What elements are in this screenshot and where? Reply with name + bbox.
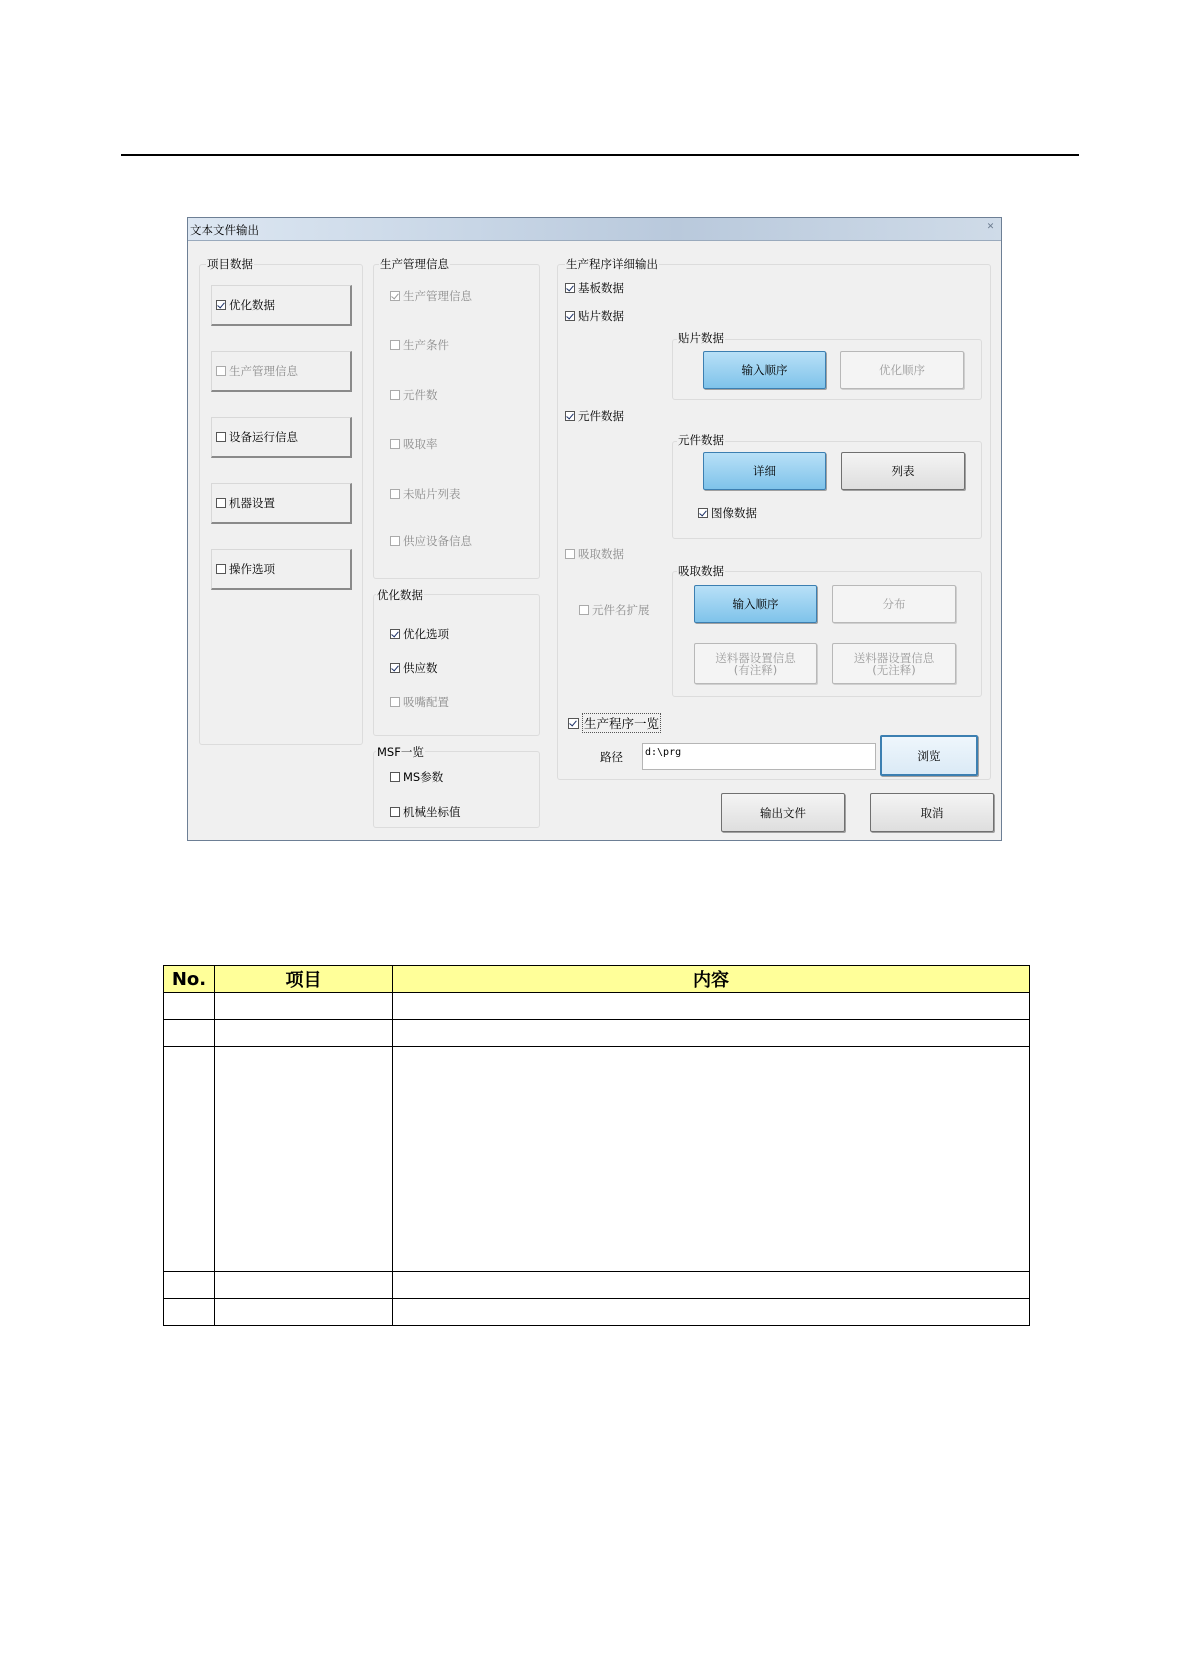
ms-params-checkbox[interactable]: MS参数 bbox=[390, 769, 443, 785]
comp-data-subgroup-label: 元件数据 bbox=[678, 433, 724, 447]
mount-input-order-button[interactable]: 输入顺序 bbox=[703, 351, 826, 389]
comp-name-ext-checkbox: 元件名扩展 bbox=[579, 602, 650, 618]
project-item-equipment-info[interactable]: 设备运行信息 bbox=[211, 417, 352, 458]
optim-data-group-label: 优化数据 bbox=[377, 588, 423, 602]
path-input[interactable]: d:\prg bbox=[642, 743, 876, 770]
comp-list-button[interactable]: 列表 bbox=[841, 452, 965, 490]
dialog-title: 文本文件输出 bbox=[190, 223, 259, 237]
checkbox-icon[interactable] bbox=[216, 300, 226, 310]
project-item-prod-mgmt: 生产管理信息 bbox=[211, 351, 352, 392]
dialog-titlebar[interactable] bbox=[188, 218, 1001, 241]
project-item-optim-data[interactable]: 优化数据 bbox=[211, 285, 352, 326]
feeder-info-with-notes-button: 送料器设置信息 (有注释) bbox=[694, 643, 817, 684]
optim-options-checkbox[interactable]: 优化选项 bbox=[390, 626, 449, 642]
table-row bbox=[164, 1299, 1030, 1326]
prod-conditions-checkbox: 生产条件 bbox=[390, 337, 449, 353]
image-data-checkbox[interactable]: 图像数据 bbox=[698, 505, 757, 521]
pick-input-order-button[interactable]: 输入顺序 bbox=[694, 585, 817, 623]
browse-button[interactable]: 浏览 bbox=[880, 735, 978, 776]
page-header-rule bbox=[121, 154, 1079, 156]
col-header-no: No. bbox=[164, 966, 215, 993]
checkbox-icon bbox=[216, 366, 226, 376]
supply-device-info-checkbox: 供应设备信息 bbox=[390, 533, 472, 549]
comp-data-checkbox[interactable]: 元件数据 bbox=[565, 408, 624, 424]
checkbox-icon[interactable] bbox=[216, 432, 226, 442]
text-file-output-dialog bbox=[187, 217, 1002, 841]
prod-mgmt-group-label: 生产管理信息 bbox=[380, 257, 449, 271]
pick-data-checkbox: 吸取数据 bbox=[565, 546, 624, 562]
prog-list-checkbox[interactable]: 生产程序一览 bbox=[568, 713, 661, 733]
supply-count-checkbox[interactable]: 供应数 bbox=[390, 660, 438, 676]
spec-table bbox=[163, 965, 1030, 1326]
col-header-item: 项目 bbox=[215, 966, 393, 993]
path-label: 路径 bbox=[600, 750, 623, 764]
project-item-machine-settings[interactable]: 机器设置 bbox=[211, 483, 352, 524]
table-row bbox=[164, 1272, 1030, 1299]
project-item-operation-options[interactable]: 操作选项 bbox=[211, 549, 352, 590]
mount-optim-order-button: 优化顺序 bbox=[840, 351, 964, 389]
project-data-group-label: 项目数据 bbox=[207, 257, 253, 271]
table-row bbox=[164, 1047, 1030, 1272]
nozzle-config-checkbox: 吸嘴配置 bbox=[390, 694, 449, 710]
detail-output-group-label: 生产程序详细输出 bbox=[566, 257, 658, 271]
pick-distribution-button: 分布 bbox=[832, 585, 956, 623]
pick-data-subgroup-label: 吸取数据 bbox=[678, 564, 724, 578]
prod-mgmt-checkbox: 生产管理信息 bbox=[390, 288, 472, 304]
close-icon[interactable]: ✕ bbox=[986, 222, 995, 232]
checkbox-icon[interactable] bbox=[216, 564, 226, 574]
msf-list-group-label: MSF一览 bbox=[377, 745, 424, 759]
table-header-row bbox=[164, 966, 1030, 993]
pick-rate-checkbox: 吸取率 bbox=[390, 436, 438, 452]
feeder-info-without-notes-button: 送料器设置信息 (无注释) bbox=[832, 643, 956, 684]
machine-coords-checkbox[interactable]: 机械坐标值 bbox=[390, 804, 461, 820]
col-header-content: 内容 bbox=[393, 966, 1030, 993]
table-row bbox=[164, 1020, 1030, 1047]
board-data-checkbox[interactable]: 基板数据 bbox=[565, 280, 624, 296]
prod-mgmt-group bbox=[373, 264, 540, 579]
cancel-button[interactable]: 取消 bbox=[870, 793, 994, 832]
output-file-button[interactable]: 输出文件 bbox=[721, 793, 845, 832]
checkbox-icon[interactable] bbox=[216, 498, 226, 508]
comp-detail-button[interactable]: 详细 bbox=[703, 452, 826, 490]
mount-data-subgroup-label: 贴片数据 bbox=[678, 331, 724, 345]
mount-data-checkbox[interactable]: 贴片数据 bbox=[565, 308, 624, 324]
comp-count-checkbox: 元件数 bbox=[390, 387, 438, 403]
unmounted-list-checkbox: 未贴片列表 bbox=[390, 486, 461, 502]
table-row bbox=[164, 993, 1030, 1020]
